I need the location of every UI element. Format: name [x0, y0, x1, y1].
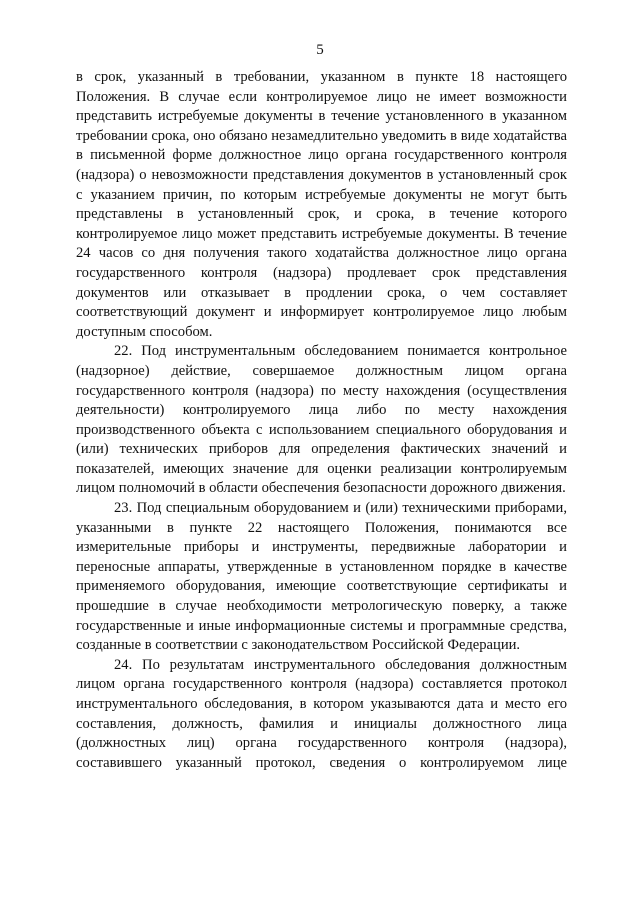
page-number: 5 [316, 42, 324, 58]
paragraph-23: 23. Под специальным оборудованием и (или) техническими приборами, указанными в пункте 22 настоящего Положения, понимаются все измерительные приборы и инструменты, передвижные лаборатории и переносные аппараты, утвержденные в установленном порядке в качестве применяемого оборудования, имеющие соответствующие сертификаты и прошедшие в случае необходимости метрологическую поверку, а также государственные и иные информационные системы и программные средства, созданные в соответствии с законодательством Российской Федерации. [76, 500, 567, 654]
paragraph-21-continuation: в срок, указанный в требовании, указанном в пункте 18 настоящего Положения. В случае если контролируемое лицо не имеет возможности представить истребуемые документы в течение установленного в указанном требовании срока, оно обязано незамедлительно уведомить в виде ходатайства в письменной форме должностное лицо органа государственного контроля (надзора) о невозможности представления документов в установленный срок с указанием причин, по которым истребуемые документы не могут быть представлены в установленный срок, и срока, в течение которого контролируемое лицо может представить истребуемые документы. В течение 24 часов со дня получения такого ходатайства должностное лицо органа государственного контроля (надзора) продлевает срок представления документов или отказывает в продлении срока, о чем составляет соответствующий документ и информирует контролируемое лицо любым доступным способом. [76, 69, 567, 340]
paragraph-24: 24. По результатам инструментального обследования должностным лицом органа государственного контроля (надзора) составляется протокол инструментального обследования, в котором указываются дата и место его составления, должность, фамилия и инициалы должностного лица (должностных лиц) органа государственного контроля (надзора), составившего указанный протокол, сведения о контролируемом лице [76, 656, 567, 771]
paragraph-22: 22. Под инструментальным обследованием понимается контрольное (надзорное) действие, совершаемое должностным лицом органа государственного контроля (надзора) по месту нахождения (осуществления деятельности) контролируемого лица либо по месту нахождения производственного объекта с использованием специального оборудования и (или) технических приборов для определения фактических значений и показателей, имеющих значение для оценки реализации контролируемым лицом полномочий в области обеспечения безопасности дорожного движения. [76, 343, 567, 497]
document-body [76, 68, 567, 773]
